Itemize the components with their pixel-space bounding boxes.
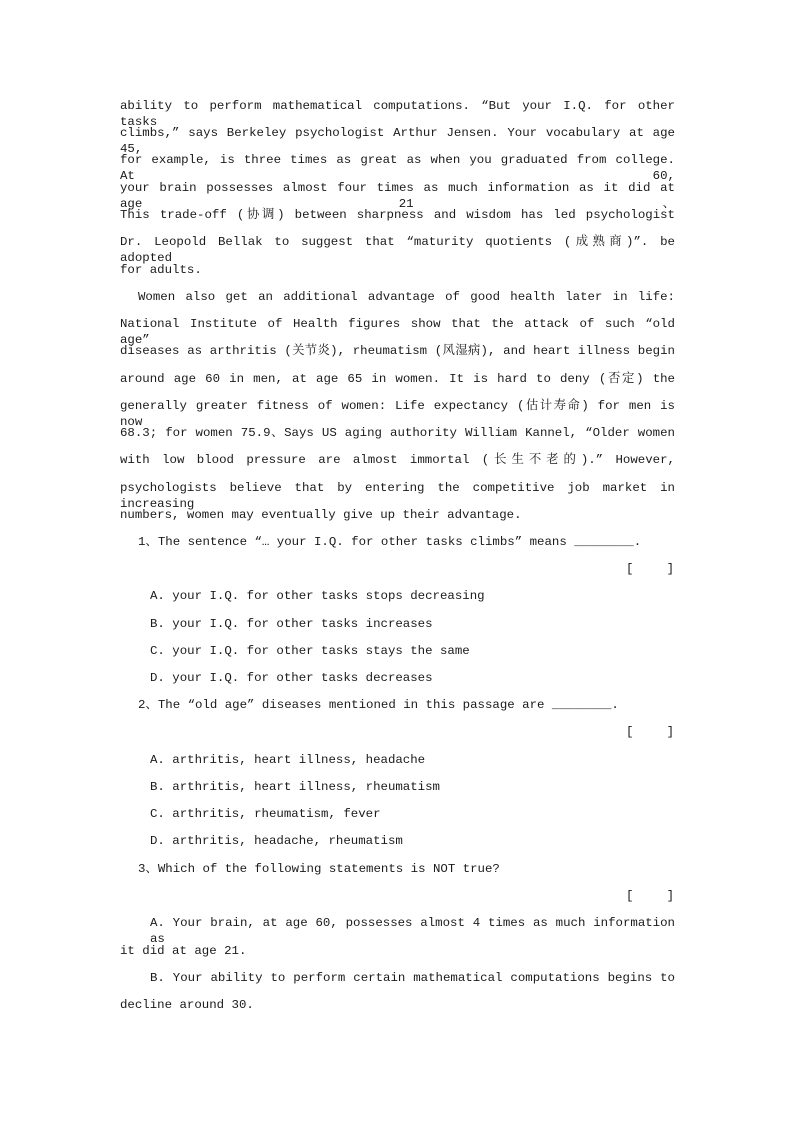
bracket-open: [ (626, 562, 634, 576)
passage-line: psychologists believe that by entering the competitive job market in increasing (120, 481, 675, 511)
question-3-option-b-cont: decline around 30. (120, 998, 254, 1012)
question-3-option-a-cont: it did at age 21. (120, 944, 247, 958)
question-2-stem: 2、The “old age” diseases mentioned in this passage are ________. (138, 698, 619, 712)
passage-line: diseases as arthritis (关节炎), rheumatism (风湿病), and heart illness begin (120, 344, 675, 358)
answer-bracket-1[interactable] (626, 561, 674, 577)
passage-line: for adults. (120, 263, 202, 277)
bracket-open: [ (626, 725, 634, 739)
passage-line: your brain possesses almost four times as much information as it did at age 21、 (120, 181, 675, 211)
question-2-option-d[interactable]: D. arthritis, headache, rheumatism (150, 834, 403, 848)
question-2-option-b[interactable]: B. arthritis, heart illness, rheumatism (150, 780, 440, 794)
passage-line: climbs,” says Berkeley psychologist Arthur Jensen. Your vocabulary at age 45, (120, 126, 675, 156)
passage-line: Women also get an additional advantage of good health later in life: (138, 290, 675, 304)
passage-line: 68.3; for women 75.9、Says US aging authority William Kannel, “Older women (120, 426, 675, 440)
question-3-option-b[interactable]: B. Your ability to perform certain mathematical computations begins to (150, 971, 675, 985)
question-1-option-d[interactable]: D. your I.Q. for other tasks decreases (150, 671, 433, 685)
bracket-close: ] (666, 725, 674, 739)
question-2-option-c[interactable]: C. arthritis, rheumatism, fever (150, 807, 381, 821)
passage-line: for example, is three times as great as when you graduated from college. At 60, (120, 153, 675, 183)
question-2-option-a[interactable]: A. arthritis, heart illness, headache (150, 753, 426, 767)
answer-bracket-3[interactable] (626, 888, 674, 904)
passage-line: numbers, women may eventually give up their advantage. (120, 508, 522, 522)
passage-line: Dr. Leopold Bellak to suggest that “maturity quotients (成熟商)”. be adopted (120, 235, 675, 265)
question-1-stem: 1、The sentence “… your I.Q. for other tasks climbs” means ________. (138, 535, 642, 549)
passage-line: generally greater fitness of women: Life expectancy (估计寿命) for men is now (120, 399, 675, 429)
passage-line: around age 60 in men, at age 65 in women. It is hard to deny (否定) the (120, 372, 675, 386)
passage-line: ability to perform mathematical computations. “But your I.Q. for other tasks (120, 99, 675, 129)
passage-line: with low blood pressure are almost immortal (长生不老的).” However, (120, 453, 675, 467)
passage-line: National Institute of Health figures show that the attack of such “old age” (120, 317, 675, 347)
bracket-open: [ (626, 889, 634, 903)
question-1-option-a[interactable]: A. your I.Q. for other tasks stops decreasing (150, 589, 485, 603)
bracket-close: ] (666, 889, 674, 903)
answer-bracket-2[interactable] (626, 724, 674, 740)
question-3-option-a[interactable]: A. Your brain, at age 60, possesses almost 4 times as much information as (150, 916, 675, 946)
question-3-stem: 3、Which of the following statements is NOT true? (138, 862, 500, 876)
question-1-option-c[interactable]: C. your I.Q. for other tasks stays the same (150, 644, 470, 658)
question-1-option-b[interactable]: B. your I.Q. for other tasks increases (150, 617, 433, 631)
bracket-close: ] (666, 562, 674, 576)
passage-line: This trade-off (协调) between sharpness and wisdom has led psychologist (120, 208, 675, 222)
